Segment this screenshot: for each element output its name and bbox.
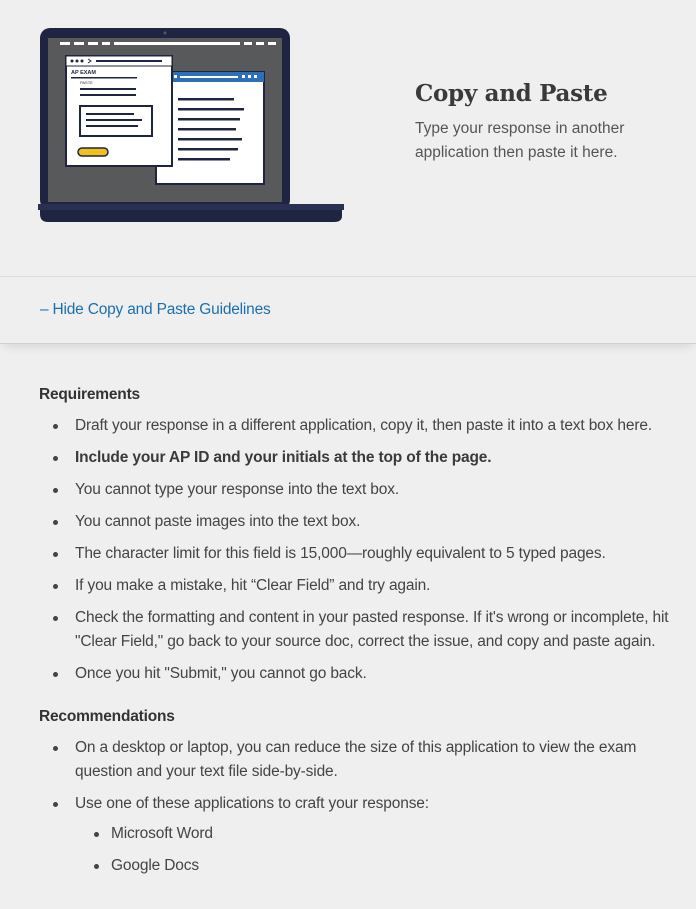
applications-list xyxy=(75,822,686,878)
list-item: Once you hit "Submit," you cannot go back. xyxy=(75,662,696,686)
hero-text xyxy=(415,80,675,165)
list-item: On a desktop or laptop, you can reduce the size of this application to view the exam question and your text file side-by-side. xyxy=(75,736,696,784)
guidelines-toggle-bar xyxy=(0,276,696,344)
requirements-list xyxy=(39,414,696,686)
list-item xyxy=(75,792,696,878)
hide-guidelines-link[interactable]: – Hide Copy and Paste Guidelines xyxy=(40,301,271,318)
application-item: Google Docs xyxy=(111,854,686,878)
recommendations-heading: Recommendations xyxy=(39,708,175,725)
list-item: If you make a mistake, hit “Clear Field” and try again. xyxy=(75,574,696,598)
laptop-illustration xyxy=(38,26,344,226)
illustration-paste-label: PASTE xyxy=(80,80,93,85)
list-item-text: Use one of these applications to craft your response: xyxy=(75,795,429,812)
list-item: The character limit for this field is 15,000—roughly equivalent to 5 typed pages. xyxy=(75,542,696,566)
illustration-window-label: AP EXAM xyxy=(71,70,96,76)
guidelines-content xyxy=(0,344,696,878)
list-item: You cannot paste images into the text box. xyxy=(75,510,696,534)
hero-section xyxy=(0,0,696,276)
list-item: Draft your response in a different application, copy it, then paste it into a text box here. xyxy=(75,414,696,438)
application-item: Microsoft Word xyxy=(111,822,686,846)
recommendations-list xyxy=(39,736,696,878)
page-description: Type your response in another application then paste it here. xyxy=(415,120,625,161)
requirements-heading: Requirements xyxy=(39,386,140,403)
list-item: You cannot type your response into the text box. xyxy=(75,478,696,502)
list-item: Check the formatting and content in your pasted response. If it's wrong or incomplete, hit "Clear Field," go back to your source doc, correct the issue, and copy and paste again. xyxy=(75,606,696,654)
list-item: Include your AP ID and your initials at the top of the page. xyxy=(75,446,696,470)
page-title: Copy and Paste xyxy=(415,80,608,107)
